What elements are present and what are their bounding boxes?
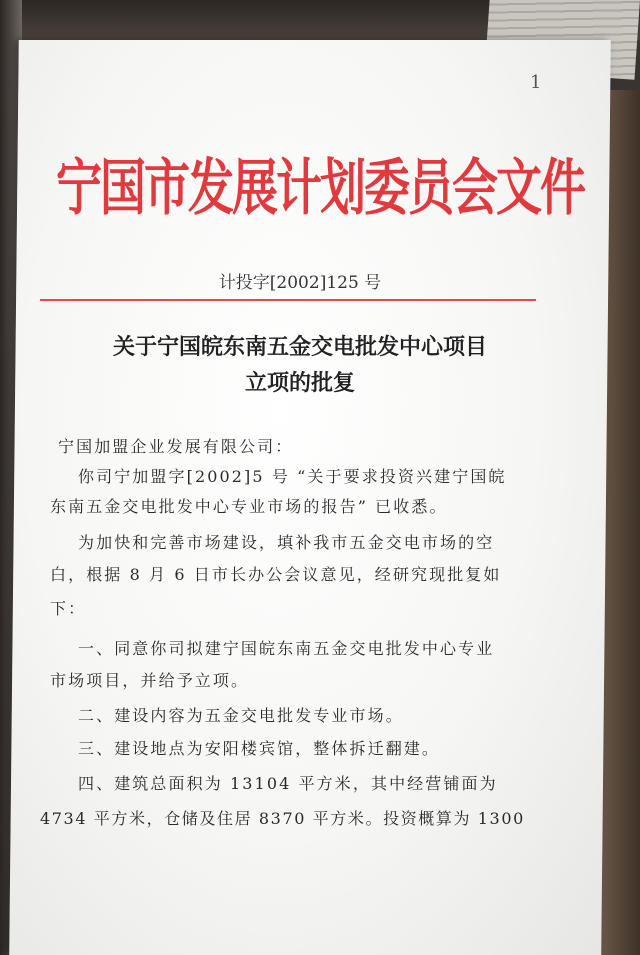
body-line: 下： (50, 599, 87, 618)
body-line: 四、建筑总面积为 13104 平方米，其中经营铺面为 (78, 774, 498, 793)
body-line: 你司宁加盟字[2002]5 号 “关于要求投资兴建宁国皖 (78, 467, 507, 486)
body-line: 4734 平方米，仓储及住居 8370 平方米。投资概算为 1300 (40, 809, 525, 828)
body-line: 为加快和完善市场建设，填补我市五金交电市场的空 (78, 533, 495, 552)
document-number: 计投字[2002]125 号 (218, 273, 382, 293)
red-divider-line (40, 299, 536, 301)
salutation: 宁国加盟企业发展有限公司： (58, 437, 294, 456)
document-title-line-2: 立项的批复 (244, 370, 355, 396)
document-masthead: 宁国市发展计划委员会文件 (56, 151, 584, 224)
page-number: 1 (530, 72, 542, 93)
body-line: 一、同意你司拟建宁国皖东南五金交电批发中心专业 (78, 639, 495, 658)
document-title-line-1: 关于宁国皖东南五金交电批发中心项目 (112, 334, 487, 360)
body-line: 二、建设内容为五金交电批发专业市场。 (78, 706, 404, 725)
body-line: 白，根据 8 月 6 日市长办公会议意见，经研究现批复如 (50, 565, 502, 584)
body-line: 市场项目，并给予立项。 (50, 671, 250, 690)
body-line: 三、建设地点为安阳楼宾馆，整体拆迁翻建。 (78, 739, 441, 758)
body-line: 东南五金交电批发中心专业市场的报告” 已收悉。 (50, 497, 448, 516)
